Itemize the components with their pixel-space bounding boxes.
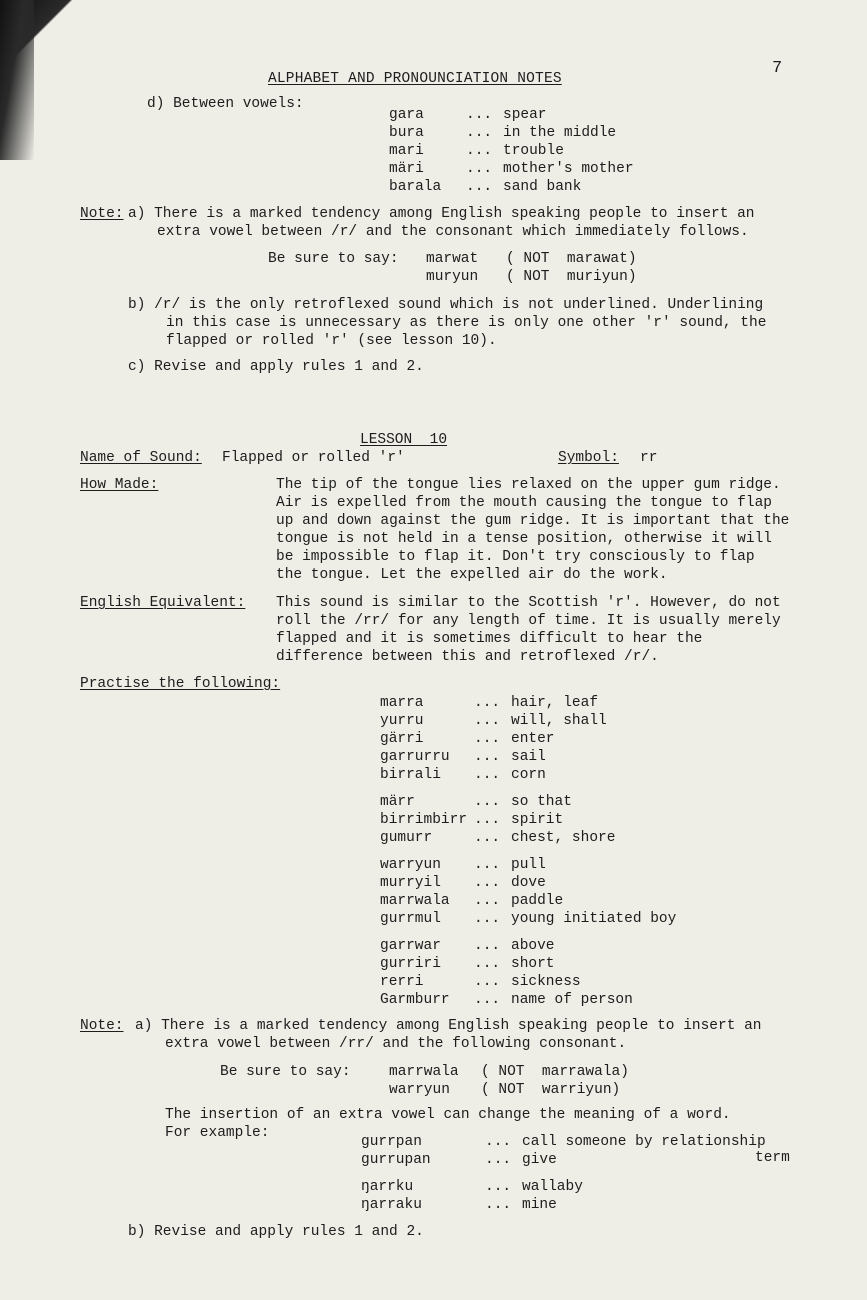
practise-word: warryun xyxy=(380,857,441,873)
example-word: gurrpan xyxy=(361,1134,422,1150)
note-label: Note: xyxy=(80,1018,124,1034)
ellipsis: ... xyxy=(466,125,493,141)
practise-label: Practise the following: xyxy=(80,676,281,692)
practise-word: murryil xyxy=(380,875,441,891)
ellipsis: ... xyxy=(485,1134,512,1150)
practise-meaning: sickness xyxy=(511,974,581,990)
practise-meaning: above xyxy=(511,938,555,954)
insertion-line: For example: xyxy=(165,1125,270,1141)
practise-word: märr xyxy=(380,794,415,810)
ellipsis: ... xyxy=(474,749,501,765)
note1-b-line: flapped or rolled 'r' (see lesson 10). xyxy=(166,333,497,349)
symbol-value: rr xyxy=(640,450,658,466)
practise-word: gumurr xyxy=(380,830,433,846)
practise-meaning: will, shall xyxy=(511,713,607,729)
practise-word: rerri xyxy=(380,974,424,990)
vowel-word: bura xyxy=(389,125,424,141)
say-word: muryun xyxy=(426,269,479,285)
practise-meaning: so that xyxy=(511,794,572,810)
example-meaning-continuation: term xyxy=(755,1150,790,1166)
note1-a-line: extra vowel between /r/ and the consonant which immediately follows. xyxy=(157,224,749,240)
ellipsis: ... xyxy=(474,911,501,927)
ellipsis: ... xyxy=(474,875,501,891)
practise-meaning: sail xyxy=(511,749,546,765)
example-meaning: give xyxy=(522,1152,557,1168)
practise-meaning: enter xyxy=(511,731,555,747)
practise-meaning: dove xyxy=(511,875,546,891)
practise-meaning: name of person xyxy=(511,992,633,1008)
ellipsis: ... xyxy=(485,1197,512,1213)
page-number: 7 xyxy=(772,59,783,78)
ellipsis: ... xyxy=(474,731,501,747)
how-made-line: tongue is not held in a tense position, otherwise it will xyxy=(276,531,772,547)
note2-a-line: extra vowel between /rr/ and the following consonant. xyxy=(165,1036,627,1052)
ellipsis: ... xyxy=(474,830,501,846)
practise-meaning: pull xyxy=(511,857,546,873)
note1-a-line: a) There is a marked tendency among English speaking people to insert an xyxy=(128,206,755,222)
example-word: ŋarraku xyxy=(361,1197,422,1213)
example-word: ŋarrku xyxy=(361,1179,414,1195)
ellipsis: ... xyxy=(485,1152,512,1168)
ellipsis: ... xyxy=(466,161,493,177)
not-word: ( NOT marawat) xyxy=(506,251,637,267)
ellipsis: ... xyxy=(474,992,501,1008)
ellipsis: ... xyxy=(485,1179,512,1195)
vowel-word: mari xyxy=(389,143,424,159)
example-meaning: call someone by relationship xyxy=(522,1134,766,1150)
how-made-line: Air is expelled from the mouth causing the tongue to flap xyxy=(276,495,772,511)
ellipsis: ... xyxy=(474,974,501,990)
practise-word: yurru xyxy=(380,713,424,729)
ellipsis: ... xyxy=(474,695,501,711)
note2-a-line: a) There is a marked tendency among English speaking people to insert an xyxy=(135,1018,762,1034)
vowel-meaning: in the middle xyxy=(503,125,617,141)
ellipsis: ... xyxy=(466,179,493,195)
not-word: ( NOT muriyun) xyxy=(506,269,637,285)
english-equivalent-label: English Equivalent: xyxy=(80,595,246,611)
note1-b-line: in this case is unnecessary as there is only one other 'r' sound, the xyxy=(166,315,767,331)
practise-word: marrwala xyxy=(380,893,450,909)
example-meaning: wallaby xyxy=(522,1179,583,1195)
ellipsis: ... xyxy=(474,938,501,954)
lesson-title: LESSON 10 xyxy=(360,432,448,448)
ellipsis: ... xyxy=(474,767,501,783)
how-made-line: be impossible to flap it. Don't try consciously to flap xyxy=(276,549,755,565)
practise-meaning: young initiated boy xyxy=(511,911,677,927)
ellipsis: ... xyxy=(474,713,501,729)
section-d-label: d) Between vowels: xyxy=(147,96,304,112)
how-made-line: The tip of the tongue lies relaxed on the upper gum ridge. xyxy=(276,477,781,493)
say-word: marrwala xyxy=(389,1064,459,1080)
practise-word: marra xyxy=(380,695,424,711)
practise-meaning: corn xyxy=(511,767,546,783)
practise-word: birrali xyxy=(380,767,441,783)
note-label: Note: xyxy=(80,206,124,222)
vowel-meaning: spear xyxy=(503,107,547,123)
practise-meaning: hair, leaf xyxy=(511,695,599,711)
page-header: ALPHABET AND PRONOUNCIATION NOTES xyxy=(268,71,562,87)
ellipsis: ... xyxy=(466,107,493,123)
example-meaning: mine xyxy=(522,1197,557,1213)
note2-b-line: b) Revise and apply rules 1 and 2. xyxy=(128,1224,424,1240)
practise-word: garrurru xyxy=(380,749,450,765)
how-made-line: the tongue. Let the expelled air do the work. xyxy=(276,567,668,583)
ellipsis: ... xyxy=(466,143,493,159)
practise-word: Garmburr xyxy=(380,992,450,1008)
english-equivalent-line: difference between this and retroflexed /r/. xyxy=(276,649,659,665)
practise-word: gärri xyxy=(380,731,424,747)
not-word: ( NOT marrawala) xyxy=(481,1064,629,1080)
practise-meaning: spirit xyxy=(511,812,564,828)
vowel-word: barala xyxy=(389,179,442,195)
english-equivalent-line: This sound is similar to the Scottish 'r'. However, do not xyxy=(276,595,781,611)
vowel-word: märi xyxy=(389,161,424,177)
ellipsis: ... xyxy=(474,812,501,828)
practise-word: gurriri xyxy=(380,956,441,972)
be-sure-label: Be sure to say: xyxy=(220,1064,351,1080)
vowel-meaning: trouble xyxy=(503,143,564,159)
how-made-label: How Made: xyxy=(80,477,159,493)
page-edge-shadow xyxy=(0,0,34,160)
ellipsis: ... xyxy=(474,794,501,810)
practise-word: garrwar xyxy=(380,938,441,954)
practise-meaning: paddle xyxy=(511,893,564,909)
practise-meaning: short xyxy=(511,956,555,972)
insertion-line: The insertion of an extra vowel can change the meaning of a word. xyxy=(165,1107,731,1123)
not-word: ( NOT warriyun) xyxy=(481,1082,621,1098)
note1-c-line: c) Revise and apply rules 1 and 2. xyxy=(128,359,424,375)
name-of-sound-value: Flapped or rolled 'r' xyxy=(222,450,405,466)
english-equivalent-line: roll the /rr/ for any length of time. It is usually merely xyxy=(276,613,781,629)
name-of-sound-label: Name of Sound: xyxy=(80,450,202,466)
be-sure-label: Be sure to say: xyxy=(268,251,399,267)
ellipsis: ... xyxy=(474,893,501,909)
ellipsis: ... xyxy=(474,857,501,873)
practise-word: birrimbirr xyxy=(380,812,468,828)
practise-meaning: chest, shore xyxy=(511,830,616,846)
english-equivalent-line: flapped and it is sometimes difficult to hear the xyxy=(276,631,703,647)
practise-word: gurrmul xyxy=(380,911,441,927)
how-made-line: up and down against the gum ridge. It is important that the xyxy=(276,513,790,529)
say-word: warryun xyxy=(389,1082,450,1098)
symbol-label: Symbol: xyxy=(558,450,619,466)
note1-b-line: b) /r/ is the only retroflexed sound which is not underlined. Underlining xyxy=(128,297,764,313)
vowel-meaning: sand bank xyxy=(503,179,582,195)
example-word: gurrupan xyxy=(361,1152,431,1168)
say-word: marwat xyxy=(426,251,479,267)
ellipsis: ... xyxy=(474,956,501,972)
vowel-meaning: mother's mother xyxy=(503,161,634,177)
vowel-word: gara xyxy=(389,107,424,123)
